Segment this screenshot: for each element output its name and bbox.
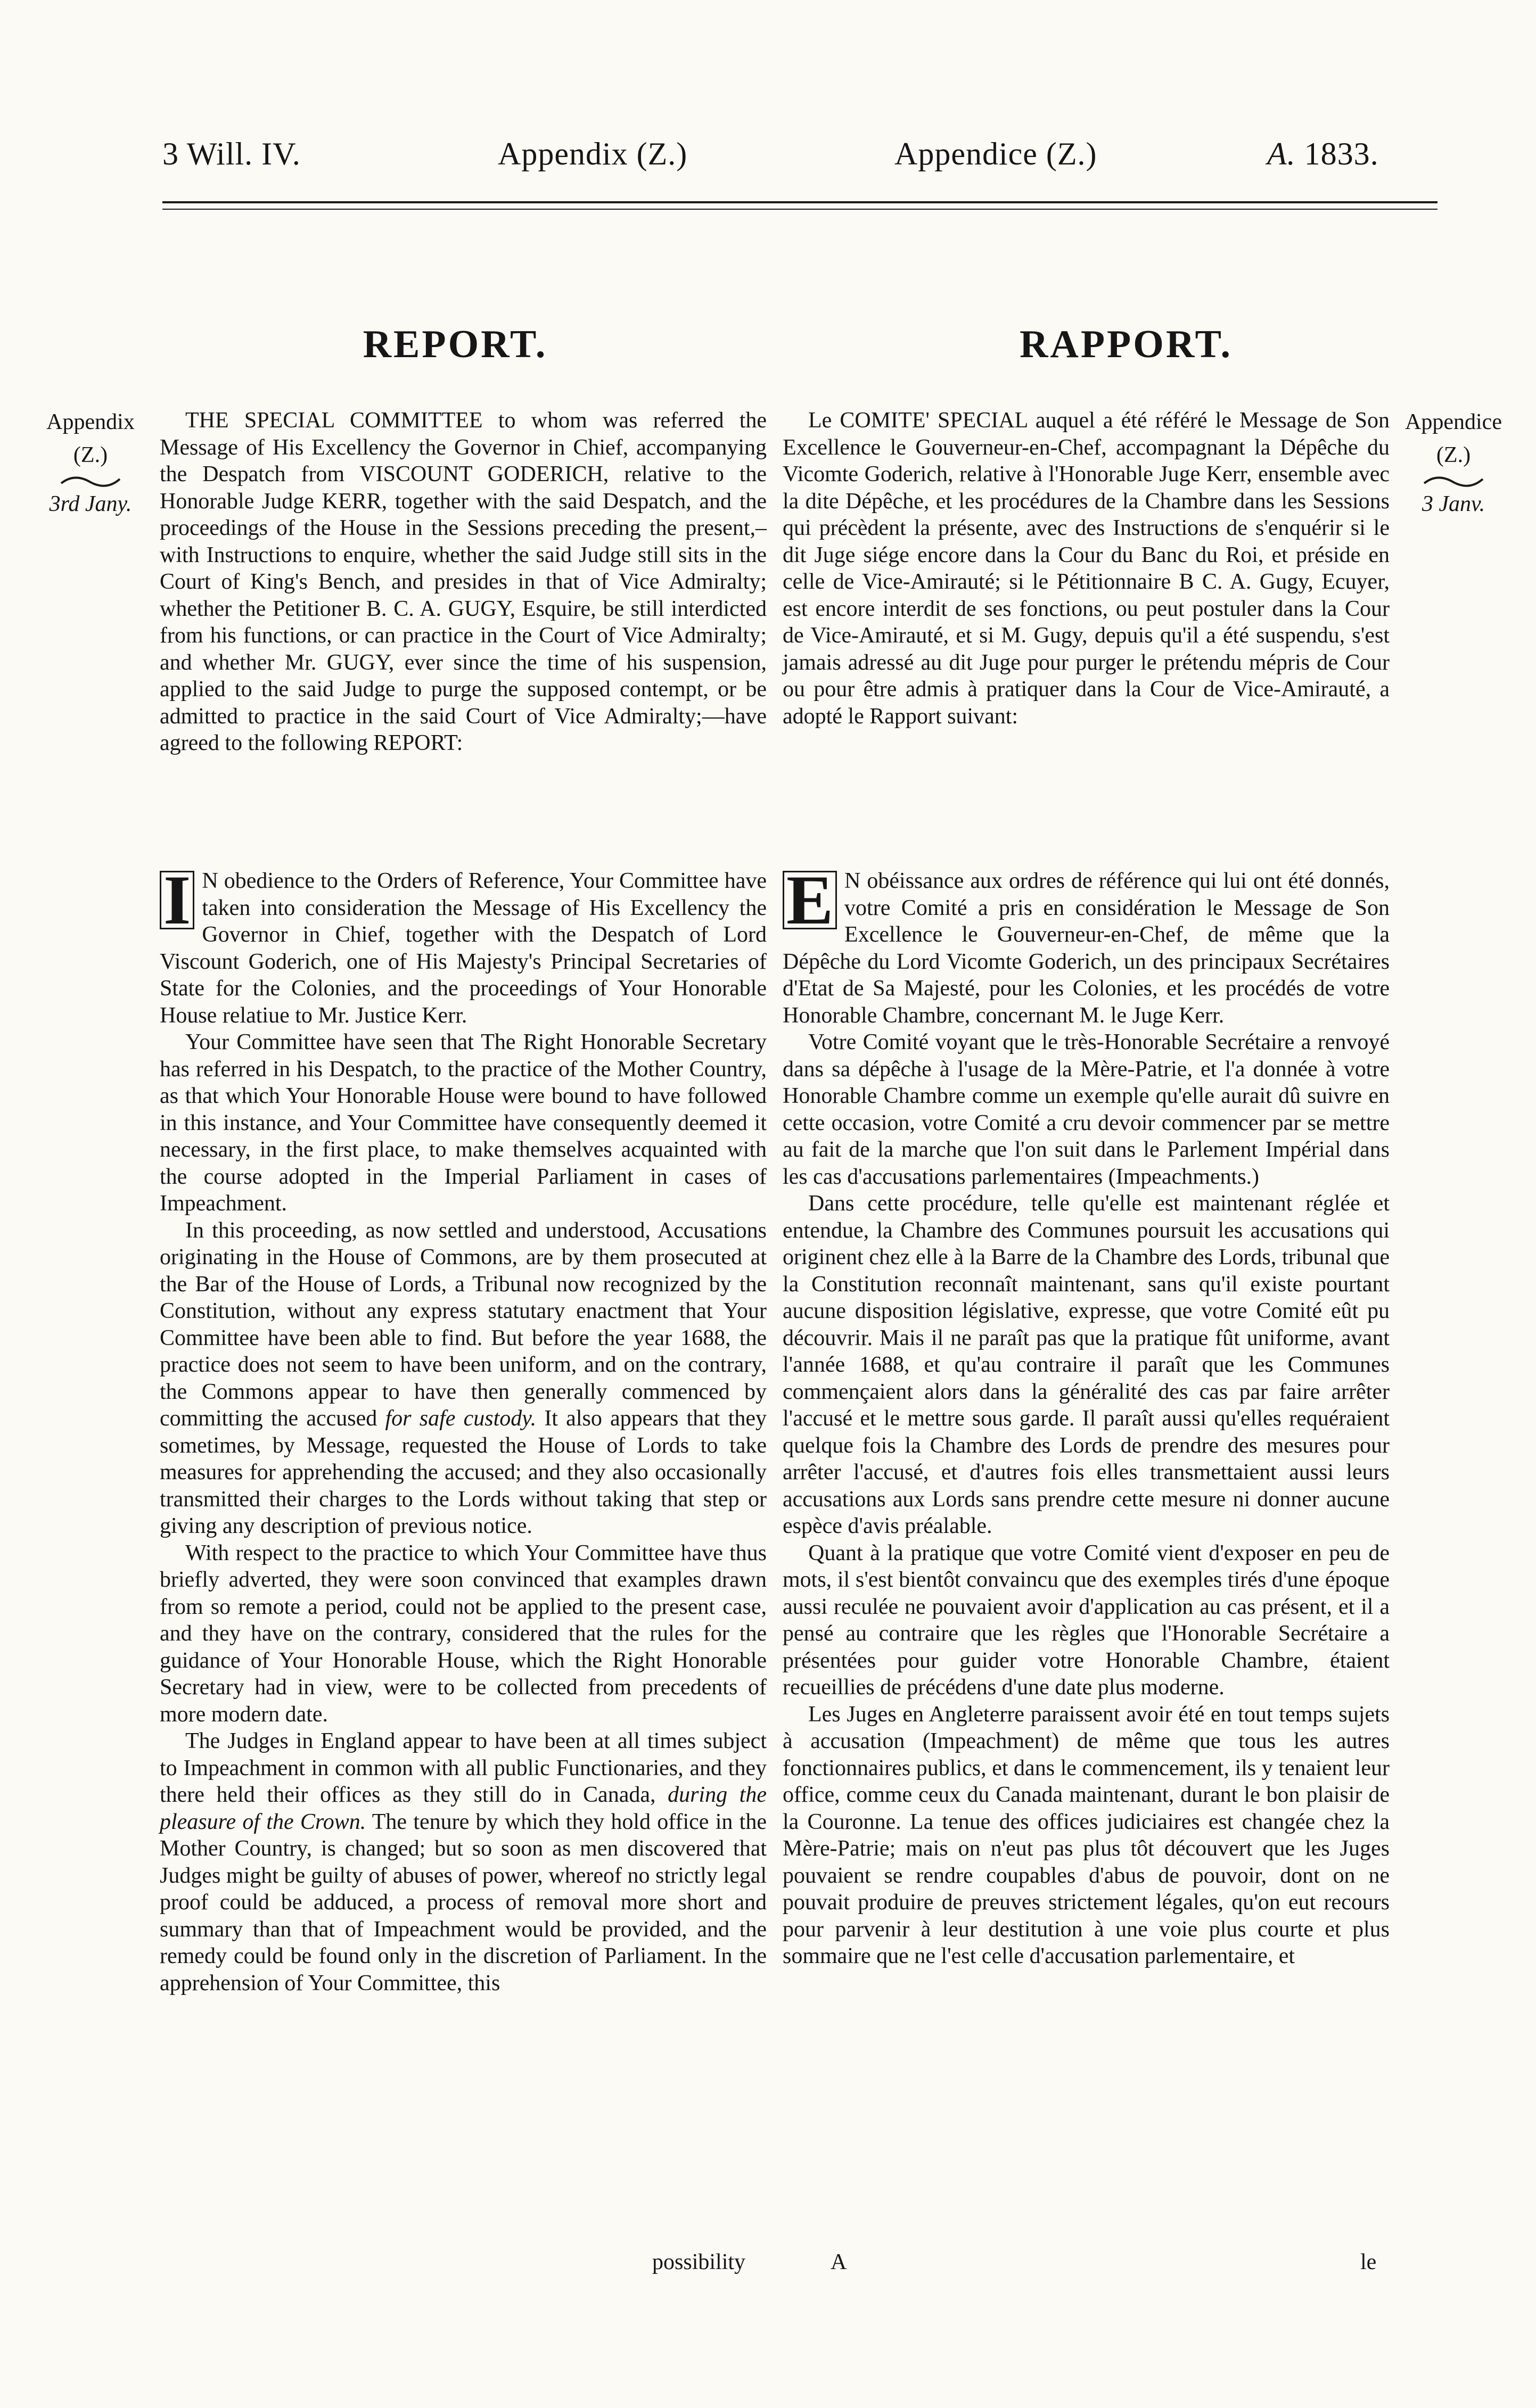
- margin-right-label: Appendice: [1405, 410, 1502, 434]
- header-rule-bottom: [162, 209, 1438, 210]
- english-paragraph-3: In this proceeding, as now settled and understood, Accusations originating in the House of Commons, are by them prosecuted at the Bar of the House of Lords, a Tribunal now recognized by the Constitution, without any express statutary enactment that Your Committee have been able to find. But before the year 1688, the practice does not seem to have been uniform, and on the contrary, the Commons appear to have then generally commenced by committing the accused for safe custody. It also appears that they sometimes, by Message, requested the House of Lords to take measures for apprehending the accused; and they also occasionally transmitted their charges to the Lords without taking that step or giving any description of previous notice.: [160, 1218, 767, 1538]
- drop-cap-french: E: [783, 871, 837, 929]
- french-paragraph-1: E N obéissance aux ordres de référence qui lui ont été donnés, votre Comité a pris en considération le Message de Son Excellence le Gouverneur-en-Chef, de même que la Dépêche du Lord Vicomte Goderich, un des principaux Secrétaires d'Etat de Sa Majesté, pour les Colonies, et les procédés de votre Honorable Chambre, concernant M. le Juge Kerr.: [783, 861, 1390, 1028]
- margin-right-date: 3 Janv.: [1422, 492, 1485, 516]
- english-intro-text: THE SPECIAL COMMITTEE to whom was referred the Message of His Excellency the Governor in Chief, accompanying the Despatch from VISCOUNT GODERICH, relative to the Honorable Judge KERR, together with the said Despatch, and the proceedings of the House in the Sessions preceding the present,– with Instructions to enquire, whether the said Judge still sits in the Court of King's Bench, and presides in that of Vice Admiralty; whether the Petitioner B. C. A. GUGY, Esquire, be still interdicted from his functions, or can practice in the Court of Vice Admiralty; and whether Mr. GUGY, ever since the time of his suspension, applied to the said Judge to purge the supposed contempt, or be admitted to practice in the said Court of Vice Admiralty;—have agreed to the following REPORT:: [160, 408, 767, 755]
- header-year: [1267, 136, 1379, 172]
- french-paragraph-5: Les Juges en Angleterre paraissent avoir été en tout temps sujets à accusation (Impeachment) de même que tous les autres fonctionnaires publics, et dans le commencement, ils y tenaient leur office, comme ceux du Canada maintenant, durant le bon plaisir de la Couronne. La tenue des offices judiciaires est changée chez la Mère-Patrie; mais on n'eut pas plus tôt découvert que les Juges pouvaient se rendre coupables d'abus de pouvoir, dont on ne pouvait produire de preuves strictement légales, qu'on eut recours pour parvenir à leur destitution à une voie plus courte et plus sommaire que ne l'est celle d'accusation parlementaire, et: [783, 1702, 1390, 1968]
- swash-ornament-icon: [1422, 472, 1485, 488]
- header-appendix-fr: Appendice (Z.): [894, 136, 1097, 171]
- header-rule-top: [162, 201, 1438, 203]
- french-paragraph-4: Quant à la pratique que votre Comité vient d'exposer en peu de mots, il s'est bientôt convaincu que des exemples tirés d'une époque aussi reculée ne pouvaient avoir d'application au cas présent, et il a pensé au contraire que les règles que l'Honorable Secrétaire a présentées pour guider votre Honorable Chambre, étaient recueillies de précédens d'une date plus moderne.: [783, 1540, 1390, 1700]
- english-paragraph-2: Your Committee have seen that The Right Honorable Secretary has referred in his Despatch, to the practice of the Mother Country, as that which Your Honorable House were bound to have followed in this instance, and Your Committee have consequently deemed it necessary, in the first place, to make themselves acquainted with the course adopted in the Imperial Parliament in cases of Impeachment.: [160, 1030, 767, 1216]
- english-body: [160, 861, 767, 2252]
- french-paragraph-3: Dans cette procédure, telle qu'elle est maintenant réglée et entendue, la Chambre des Communes poursuit les accusations qui originent chez elle à la Barre de la Chambre des Lords, tribunal que la Constitution reconnaît maintenant, sans qu'il existe pourtant aucune disposition législative, expresse, que votre Comité eût pu découvrir. Mais il ne paraît pas que la pratique fût uniforme, avant l'année 1688, et qu'au contraire il paraît que les Communes commençaient alors dans la généralité des cas par faire arrêter l'accusé et le mettre sous garde. Il paraît aussi qu'elles requéraient quelque fois la Chambre des Lords de prendre des mesures pour arrêter l'accusé, et d'autres fois elles transmettaient aussi leurs accusations aux Lords sans prendre cette mesure ni donner aucune espèce d'avis préalable.: [783, 1191, 1390, 1538]
- french-intro-text: Le COMITE' SPECIAL auquel a été référé le Message de Son Excellence le Gouverneur-en-Chef, accompagnant la Dépêche du Vicomte Goderich, relative à l'Honorable Juge Kerr, ensemble avec la dite Dépêche, et les procédures de la Chambre dans les Sessions qui précèdent la présente, avec des Instructions de s'enquérir si le dit Juge siége encore dans la Cour du Banc du Roi, et préside en celle de Vice-Amirauté; si le Pétitionnaire B C. A. Gugy, Ecuyer, est encore interdit de ses fonctions, ou peut postuler dans la Cour de Vice-Amirauté, et si M. Gugy, depuis qu'il a été suspendu, s'est jamais adressé au dit Juge pour purger le prétendu mépris de Cour ou pour être admis à pratiquer dans la Cour de Vice-Amirauté, a adopté le Rapport suivant:: [783, 408, 1390, 729]
- swash-ornament-icon: [59, 472, 122, 488]
- french-body: [783, 861, 1390, 2252]
- french-intro: [783, 407, 1390, 730]
- header-year-mark: A.: [1267, 136, 1296, 171]
- header-session: 3 Will. IV.: [162, 136, 301, 171]
- margin-note-left: [37, 406, 144, 521]
- english-catchword: possibility: [652, 2250, 746, 2274]
- english-paragraph-4: With respect to the practice to which Your Committee have thus briefly adverted, they were soon convinced that examples drawn from so remote a period, could not be applied to the present case, and they have on the contrary, considered that the rules for the guidance of Your Honorable House, which the Right Honorable Secretary had in view, were to be collected from precedents of more modern date.: [160, 1540, 767, 1727]
- english-paragraph-1: I N obedience to the Orders of Reference, Your Committee have taken into consideration the Message of His Excellency the Governor in Chief, together with the Despatch of Lord Viscount Goderich, one of His Majesty's Principal Secretaries of State for the Colonies, and the proceedings of Your Honorable House relatiue to Mr. Justice Kerr.: [160, 861, 767, 1028]
- signature-mark: A: [831, 2250, 847, 2274]
- french-catchword: le: [1360, 2250, 1377, 2274]
- french-paragraph-2: Votre Comité voyant que le très-Honorable Secrétaire a renvoyé dans sa dépêche à l'usage de la Mère-Patrie, et l'a donnée à votre Honorable Chambre comme un exemple qu'elle aurait dû suivre en cette occasion, votre Comité a cru devoir commencer par se mettre au fait de la marche que l'on suit dans le Parlement Impérial dans les cas d'accusations parlementaires (Impeachments.): [783, 1030, 1390, 1189]
- english-paragraph-5: The Judges in England appear to have been at all times subject to Impeachment in common with all public Functionaries, and they there held their offices as they still do in Canada, during the pleasure of the Crown. The tenure by which they hold office in the Mother Country, is changed; but so soon as men discovered that Judges might be guilty of abuses of power, whereof no strictly legal proof could be adduced, a process of removal more short and summary than that of Impeachment would be provided, and the remedy could be found only in the discretion of Parliament. In the apprehension of Your Committee, this: [160, 1729, 767, 1995]
- title-rapport: RAPPORT.: [1019, 323, 1233, 366]
- english-intro: [160, 407, 767, 757]
- margin-left-label: Appendix: [46, 410, 135, 434]
- header-appendix-en: Appendix (Z.): [498, 136, 688, 171]
- margin-left-date: 3rd Jany.: [49, 492, 132, 516]
- margin-right-letter: (Z.): [1436, 443, 1471, 467]
- margin-left-letter: (Z.): [73, 443, 108, 467]
- margin-note-right: [1400, 406, 1507, 521]
- title-report: REPORT.: [363, 323, 548, 366]
- header-year-value: 1833.: [1304, 136, 1379, 171]
- drop-cap-english: I: [160, 871, 194, 929]
